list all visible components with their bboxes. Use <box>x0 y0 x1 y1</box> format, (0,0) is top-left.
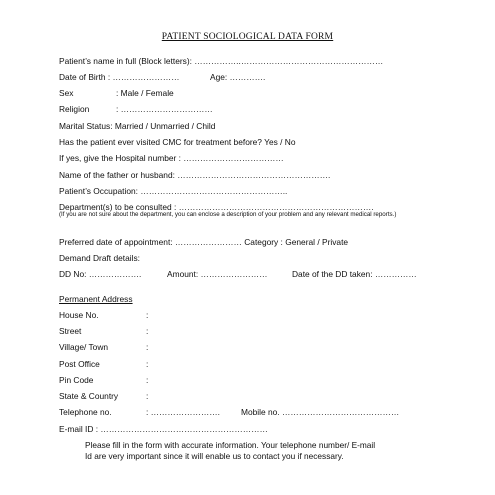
footer-note-line-2: Id are very important since it will enable us to contact you if necessary. <box>85 451 344 461</box>
sex-options[interactable]: : Male / Female <box>116 88 174 98</box>
form-title: PATIENT SOCIOLOGICAL DATA FORM <box>161 32 334 42</box>
hospital-number-field[interactable]: If yes, give the Hospital number : ……………………………… <box>59 153 284 163</box>
post-office-field[interactable]: : <box>146 359 149 369</box>
street-field[interactable]: : <box>146 326 149 336</box>
department-field[interactable]: Department(s) to be consulted : ……………………………………………………………. <box>59 202 374 212</box>
dd-number-field[interactable]: DD No: ………………. <box>59 269 142 279</box>
telephone-label: Telephone no. <box>59 407 112 417</box>
pin-code-field[interactable]: : <box>146 375 149 385</box>
demand-draft-label: Demand Draft details: <box>59 253 140 263</box>
marital-status-field[interactable]: Marital Status: Married / Unmarried / Child <box>59 121 216 131</box>
post-office-label: Post Office <box>59 359 100 369</box>
village-field[interactable]: : <box>146 342 149 352</box>
pin-code-label: Pin Code <box>59 375 94 385</box>
mobile-field[interactable]: Mobile no. …………………………………… <box>241 407 400 417</box>
footer-note-line-1: Please fill in the form with accurate information. Your telephone number/ E-mail <box>85 440 376 450</box>
appointment-field[interactable]: Preferred date of appointment: …………………… Category : General / Private <box>59 237 349 247</box>
patient-name-field[interactable]: Patient’s name in full (Block letters): ……………..…………………………………………… <box>59 56 384 66</box>
email-field[interactable]: E-mail ID : …………………………………………………… <box>59 424 268 434</box>
date-of-birth-field[interactable]: Date of Birth : …………………… <box>59 72 180 82</box>
department-note: (If you are not sure about the department, you can enclose a description of your problem and any relevant medical reports.) <box>59 211 397 218</box>
state-country-field[interactable]: : <box>146 391 149 401</box>
telephone-field[interactable]: : ……………………. <box>146 407 220 417</box>
occupation-field[interactable]: Patient’s Occupation: …………………………………………….. <box>59 186 288 196</box>
religion-label: Religion <box>59 104 90 114</box>
religion-field[interactable]: : …………………………… <box>116 104 213 114</box>
age-field[interactable]: Age: …………. <box>210 72 266 82</box>
father-husband-field[interactable]: Name of the father or husband: ………………………………………………. <box>59 170 331 180</box>
permanent-address-heading: Permanent Address <box>59 294 133 304</box>
dd-date-field[interactable]: Date of the DD taken: …………… <box>292 269 417 279</box>
visited-before-field[interactable]: Has the patient ever visited CMC for treatment before? Yes / No <box>59 137 296 147</box>
state-country-label: State & Country <box>59 391 119 401</box>
street-label: Street <box>59 326 82 336</box>
house-field[interactable]: : <box>146 310 149 320</box>
sex-label: Sex <box>59 88 74 98</box>
village-label: Village/ Town <box>59 342 109 352</box>
house-label: House No. <box>59 310 99 320</box>
dd-amount-field[interactable]: Amount: …………………… <box>167 269 268 279</box>
